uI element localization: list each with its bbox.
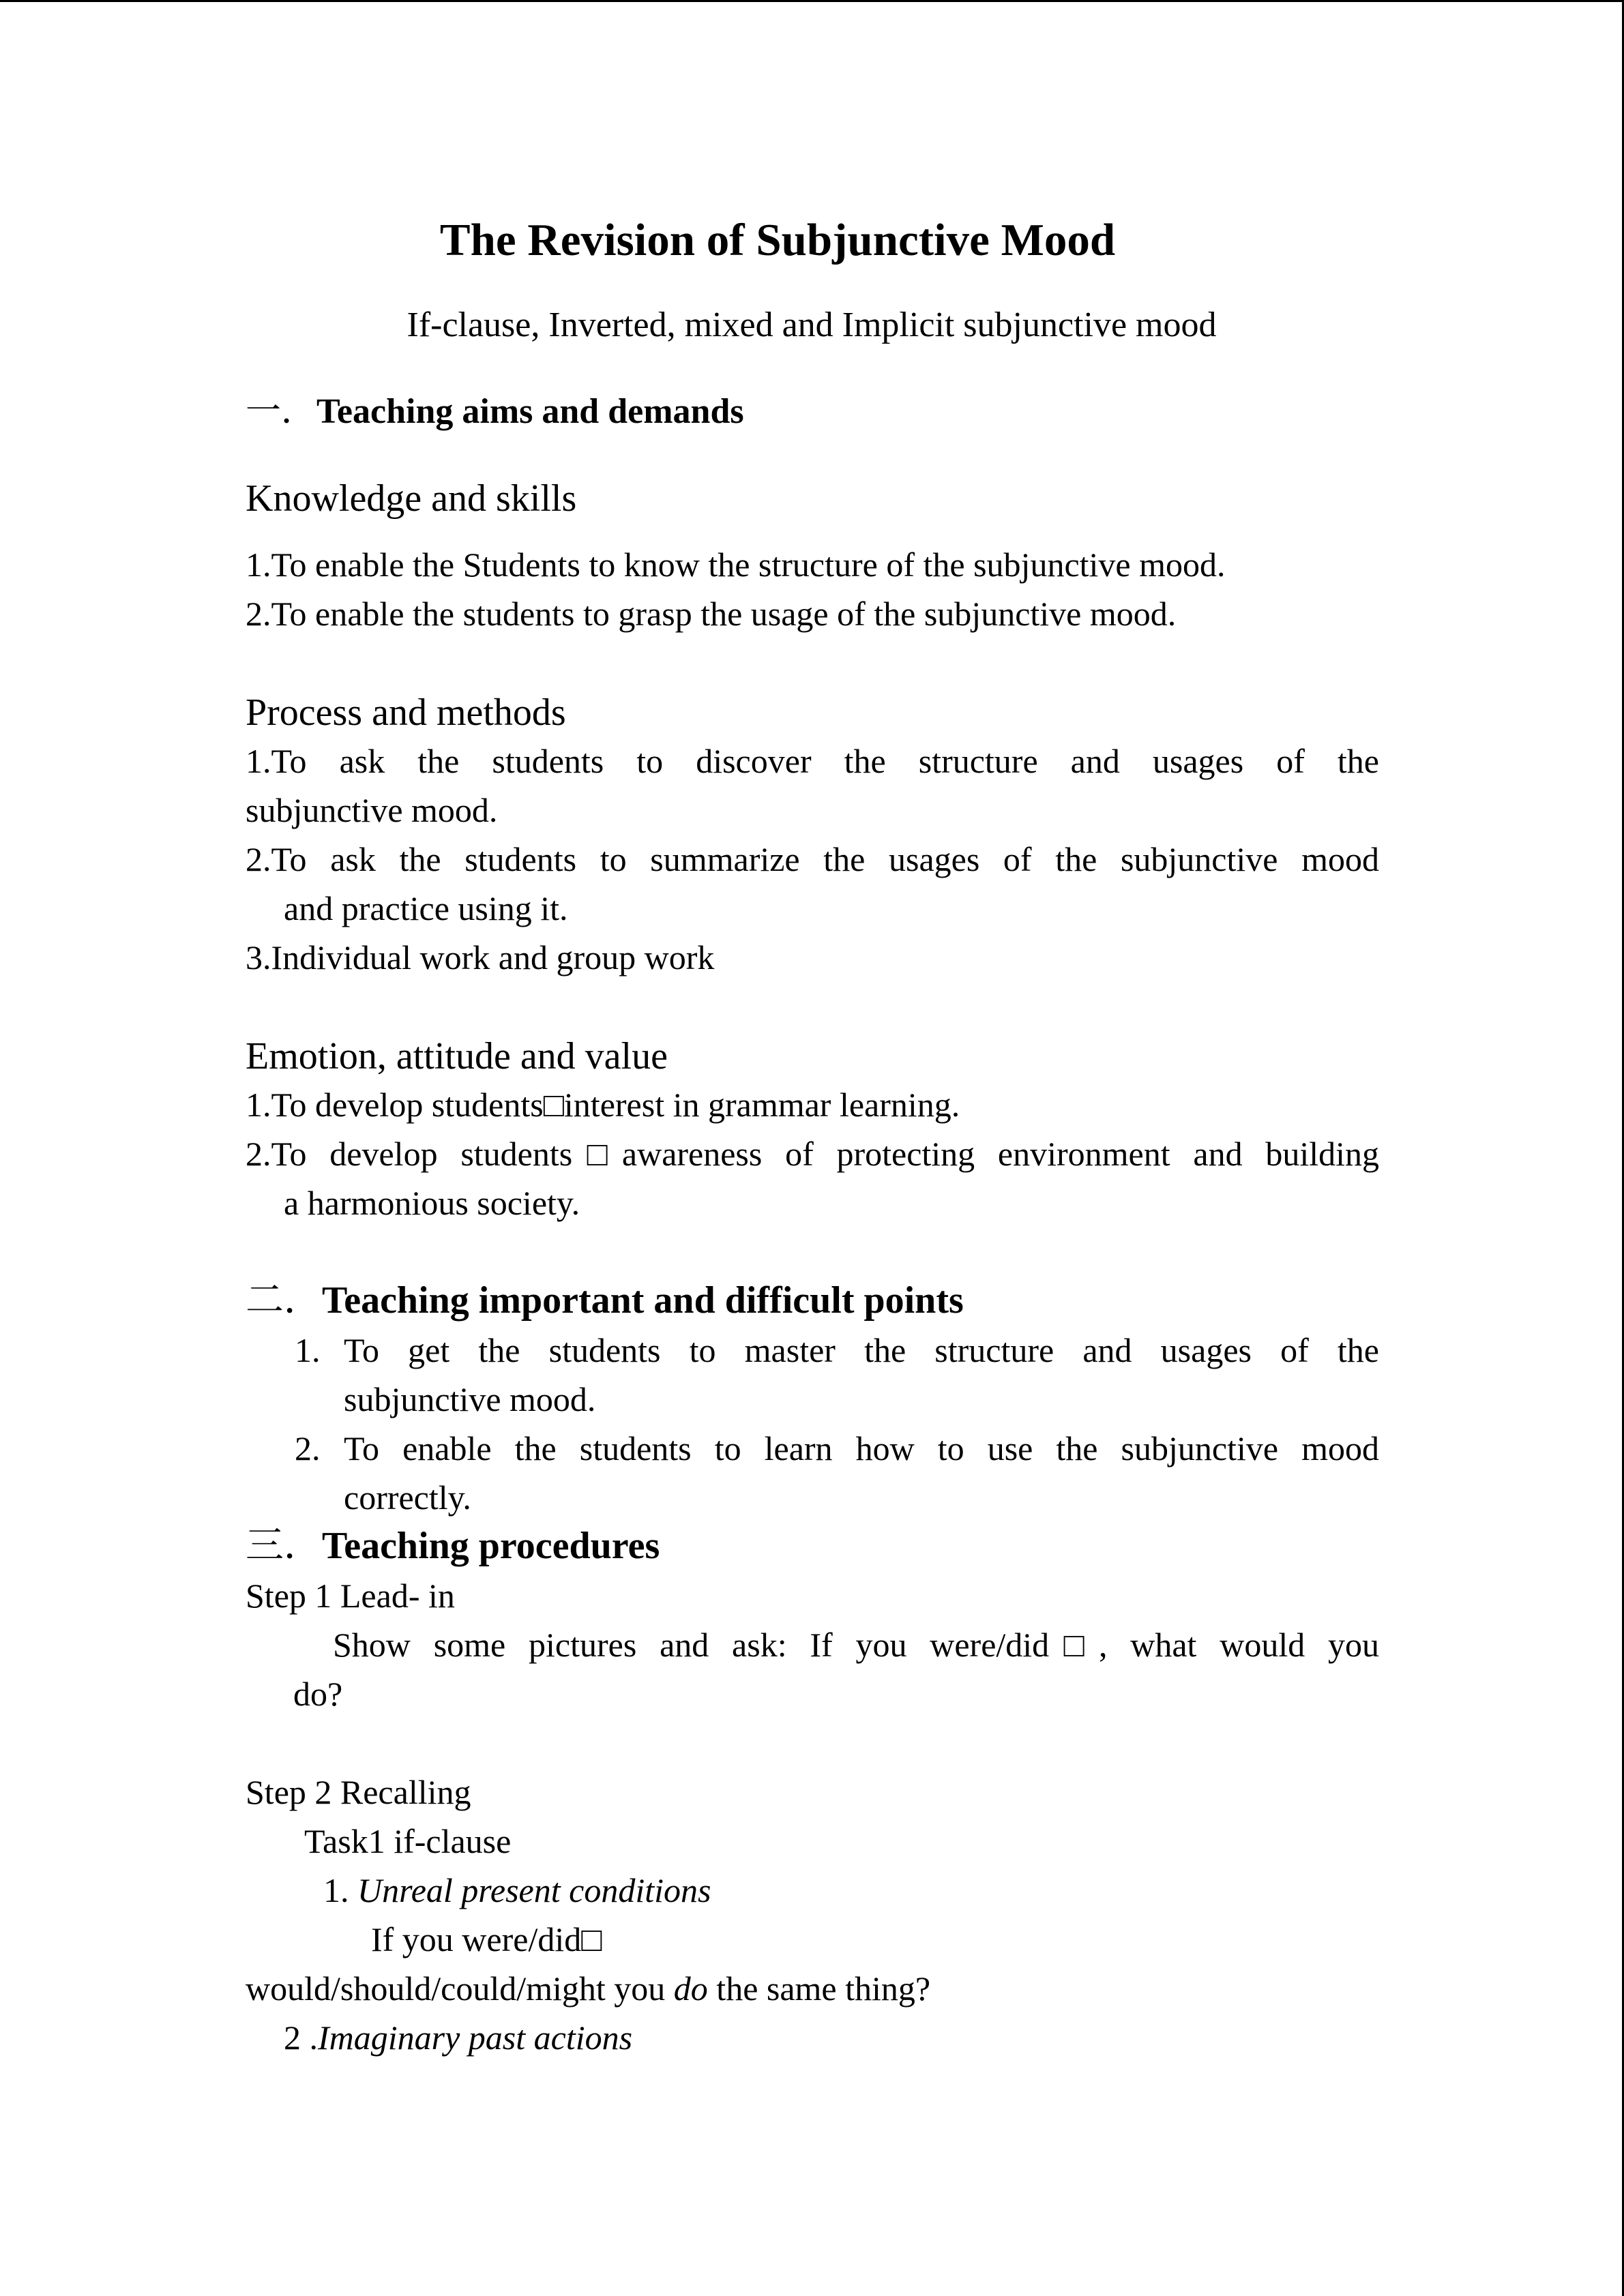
process-item-2-line-2: and practice using it.: [284, 889, 568, 927]
document-subtitle: If-clause, Inverted, mixed and Implicit subjunctive mood: [407, 305, 1217, 344]
point-2-line-1: To enable the students to learn how to use the subjunctive mood: [344, 1429, 1379, 1467]
document-title: The Revision of Subjunctive Mood: [439, 215, 1116, 265]
process-item-1-line-2: subjunctive mood.: [246, 791, 498, 829]
would-line: [246, 1971, 930, 2006]
would-line-suffix: the same thing?: [716, 1969, 931, 2008]
process-item-3: 3.Individual work and group work: [246, 938, 715, 976]
process-methods-heading: Process and methods: [246, 691, 566, 734]
would-line-prefix: would/should/could/might you: [246, 1969, 666, 2008]
would-line-verb: do: [673, 1969, 708, 2008]
section-3-title: Teaching procedures: [322, 1525, 660, 1567]
step-1-line-2: do?: [293, 1675, 343, 1713]
emotion-item-2-line-2: a harmonious society.: [284, 1184, 580, 1222]
point-1-line-1: To get the students to master the structure and usages of the: [344, 1331, 1379, 1369]
step-2-label: Step 2 Recalling: [246, 1773, 471, 1811]
point-2-number: 2.: [295, 1429, 321, 1467]
task-item-2-text: Imaginary past actions: [318, 2018, 633, 2057]
section-3-heading: [246, 1523, 660, 1568]
step-1-line-1: Show some pictures and ask: If you were/did□, what would you: [333, 1626, 1379, 1664]
knowledge-skills-heading: Knowledge and skills: [246, 477, 577, 520]
emotion-heading: Emotion, attitude and value: [246, 1035, 668, 1077]
section-1-heading: [246, 393, 744, 430]
section-2-marker: 二．: [246, 1278, 322, 1322]
process-item-2-line-1: 2.To ask the students to summarize the usages of the subjunctive mood: [246, 840, 1379, 878]
point-1-line-2: subjunctive mood.: [344, 1380, 596, 1418]
point-2-line-2: correctly.: [344, 1478, 471, 1517]
task-item-1-number: 1.: [323, 1871, 349, 1909]
emotion-item-2-line-1: 2.To develop students□awareness of protecting environment and building: [246, 1135, 1379, 1173]
section-2-title: Teaching important and difficult points: [322, 1279, 964, 1322]
task-item-2: [284, 2018, 633, 2057]
section-1-marker: 一．: [246, 391, 317, 432]
section-3-marker: 三．: [246, 1523, 322, 1568]
process-item-1-line-1: 1.To ask the students to discover the structure and usages of the: [246, 742, 1379, 780]
task-item-1: [323, 1873, 711, 1907]
emotion-item-1: 1.To develop students□interest in grammar learning.: [246, 1086, 960, 1124]
knowledge-item-2: 2.To enable the students to grasp the usage of the subjunctive mood.: [246, 595, 1177, 633]
task-1-label: Task1 if-clause: [304, 1822, 512, 1860]
section-1-title: Teaching aims and demands: [316, 392, 744, 431]
knowledge-item-1: 1.To enable the Students to know the structure of the subjunctive mood.: [246, 546, 1226, 584]
section-2-heading: [246, 1278, 964, 1322]
task-item-1-text: Unreal present conditions: [357, 1871, 711, 1909]
point-1-number: 1.: [295, 1331, 321, 1369]
step-1-label: Step 1 Lead- in: [246, 1577, 455, 1615]
task-item-2-number: 2 .: [284, 2018, 318, 2057]
if-clause-line: If you were/did□: [371, 1920, 602, 1958]
